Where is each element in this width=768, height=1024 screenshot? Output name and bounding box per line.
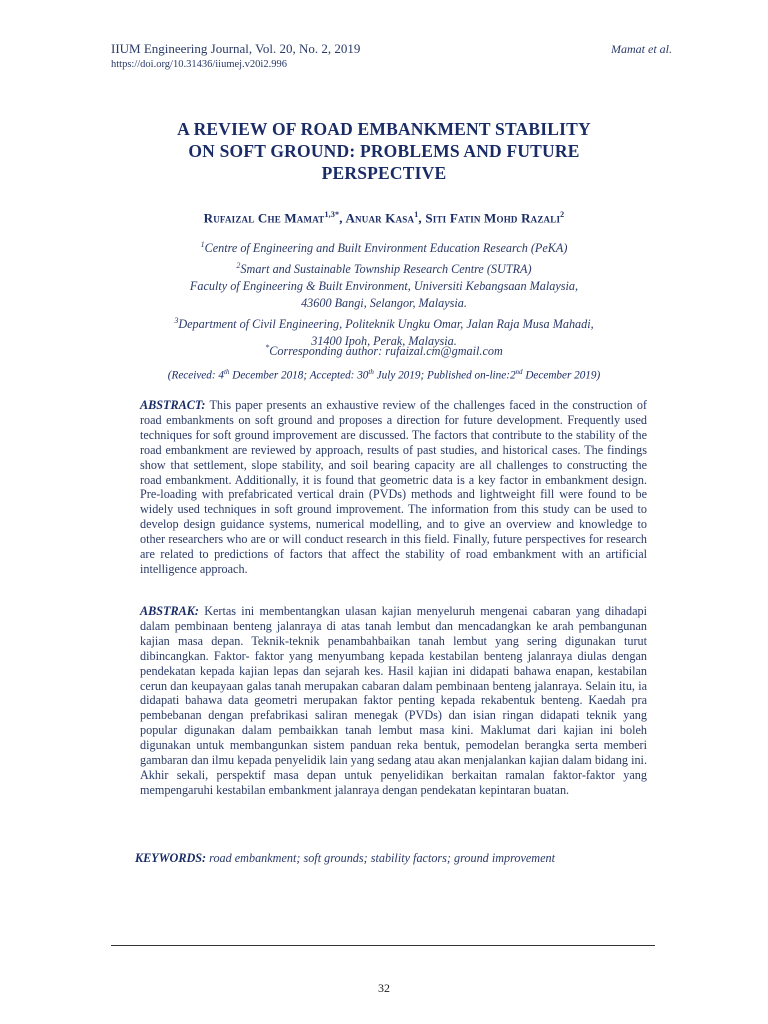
abstract-text: This paper presents an exhaustive review of the challenges faced in the construction of road embankments on soft ground and proposes a direction for future development. Frequently used techniques for soft ground improvement are discussed. The factors that contribute to the stability of the road embankment are reviewed by approach, results of past studies, and historical cases. The findings show that settlement, slope stability, and soil bearing capacity are all challenges to constructing the road embankment. Additionally, it is found that geometric data is a key factor in embankment design. Pre-loading with prefabricated vertical drain (PVDs) methods and lightweight fill were found to be widely used techniques in soft ground improvement. The information from this study can be used to develop design guidance systems, numerical modelling, and to give an overview and knowledge to other researchers who are or will conduct research in this field. Finally, future perspectives for research are related to predictions of factors that affect the stability of road embankment with an artificial intelligence approach. (140, 398, 647, 576)
affiliation-line (100, 257, 668, 278)
author-affiliation-mark: 1,3* (324, 210, 340, 219)
title-line: ON SOFT GROUND: PROBLEMS AND FUTURE (188, 141, 580, 161)
journal-header: IIUM Engineering Journal, Vol. 20, No. 2, 2019 (111, 41, 361, 56)
abstrak-paragraph (140, 604, 647, 798)
author-affiliation-mark: 2 (560, 210, 565, 219)
title-line: PERSPECTIVE (321, 163, 447, 183)
affiliation-line: 31400 Ipoh, Perak, Malaysia. (311, 334, 457, 349)
paper-title (100, 118, 668, 184)
doi-link[interactable]: https://doi.org/10.31436/iiumej.v20i2.996 (111, 59, 287, 70)
abstract-label: ABSTRACT: (140, 398, 206, 412)
keywords-text: road embankment; soft grounds; stability factors; ground improvement (206, 851, 555, 865)
page-number: 32 (378, 981, 390, 995)
affiliation-text: Centre of Engineering and Built Environment Education Research (PeKA) (204, 241, 568, 256)
corresponding-text: Corresponding author: rufaizal.cm@gmail.com (269, 344, 503, 359)
affiliation-line (100, 312, 668, 333)
corresponding-author (100, 343, 668, 359)
title-line: A REVIEW OF ROAD EMBANKMENT STABILITY (177, 119, 591, 139)
abstrak-text: Kertas ini membentangkan ulasan kajian menyeluruh mengenai cabaran yang dihadapi dalam pembinaan benteng jalanraya di atas tanah lembut dan mencadangkan ke arah pembangunan kajian masa depan. Teknik-teknik penambahbaikan tanah lembut yang sering digunakan turut dibincangkan. Faktor- faktor yang menyumbang kepada kestabilan benteng jalanraya diulas dengan pendekatan kepada kajian lepas dan sejarah kes. Hasil kajian ini didapati bahawa enapan, kestabilan cerun dan keupayaan galas tanah merupakan cabaran dalam pembinaan benteng jalanraya. Selain itu, ia didapati bahawa data geometri merupakan faktor penting kepada rekabentuk benteng. Kaedah pra pembebanan dengan prefabrikasi saliran menegak (PVDs) dan isian ringan didapati teknik yang popular digunakan dalam pembaikkan tanah lembut masa kini. Maklumat dari kajian ini boleh digunakan untuk membangunkan sistem panduan reka bentuk, pemodelan berangka serta memberi gambaran dan ilmu kepada penyelidik lain yang sedang atau akan menjalankan kajian dalam bidang ini. Akhir sekali, perspektif masa depan untuk penyelidikan berkaitan ramalan faktor-faktor yang mempengaruhi kestabilan embankment jalanraya dengan pendekatan kepintaran buatan. (140, 604, 647, 797)
publication-dates (100, 368, 668, 382)
date-text: July 2019; Published on-line:2 (373, 369, 516, 382)
running-authors: Mamat et al. (611, 42, 672, 56)
affiliation-mark: 1 (200, 240, 205, 249)
author-affiliation-mark: 1 (414, 210, 419, 219)
affiliation-mark: 2 (236, 261, 241, 271)
author-name: Rufaizal Che Mamat (203, 210, 325, 226)
date-ordinal: nd (515, 368, 523, 376)
date-ordinal: th (223, 368, 230, 376)
author-name: Siti Fatin Mohd Razali (425, 210, 561, 226)
abstrak-label: ABSTRAK: (140, 604, 199, 618)
keywords-line (135, 851, 555, 866)
author-list (100, 210, 668, 226)
affiliation-line: Faculty of Engineering & Built Environment, Universiti Kebangsaan Malaysia, (189, 279, 579, 294)
affiliation-line: 43600 Bangi, Selangor, Malaysia. (301, 296, 467, 311)
corresponding-mark: * (265, 343, 270, 352)
affiliation-mark: 3 (174, 316, 179, 326)
author-separator: , (418, 210, 426, 226)
author-name: Anuar Kasa (345, 210, 415, 226)
date-text: December 2019) (522, 369, 601, 382)
affiliation-text: Smart and Sustainable Township Research Centre (SUTRA) (240, 262, 532, 277)
date-text: December 2018; Accepted: 30 (229, 369, 369, 382)
footer-divider (111, 945, 655, 946)
abstract-paragraph (140, 398, 647, 577)
author-separator: , (339, 210, 346, 226)
affiliation-text: Department of Civil Engineering, Politeknik Ungku Omar, Jalan Raja Musa Mahadi, (178, 317, 594, 332)
date-text: (Received: 4 (167, 369, 224, 382)
date-ordinal: th (368, 368, 374, 376)
affiliations (100, 236, 668, 350)
keywords-label: KEYWORDS: (135, 851, 207, 865)
affiliation-line (100, 236, 668, 257)
